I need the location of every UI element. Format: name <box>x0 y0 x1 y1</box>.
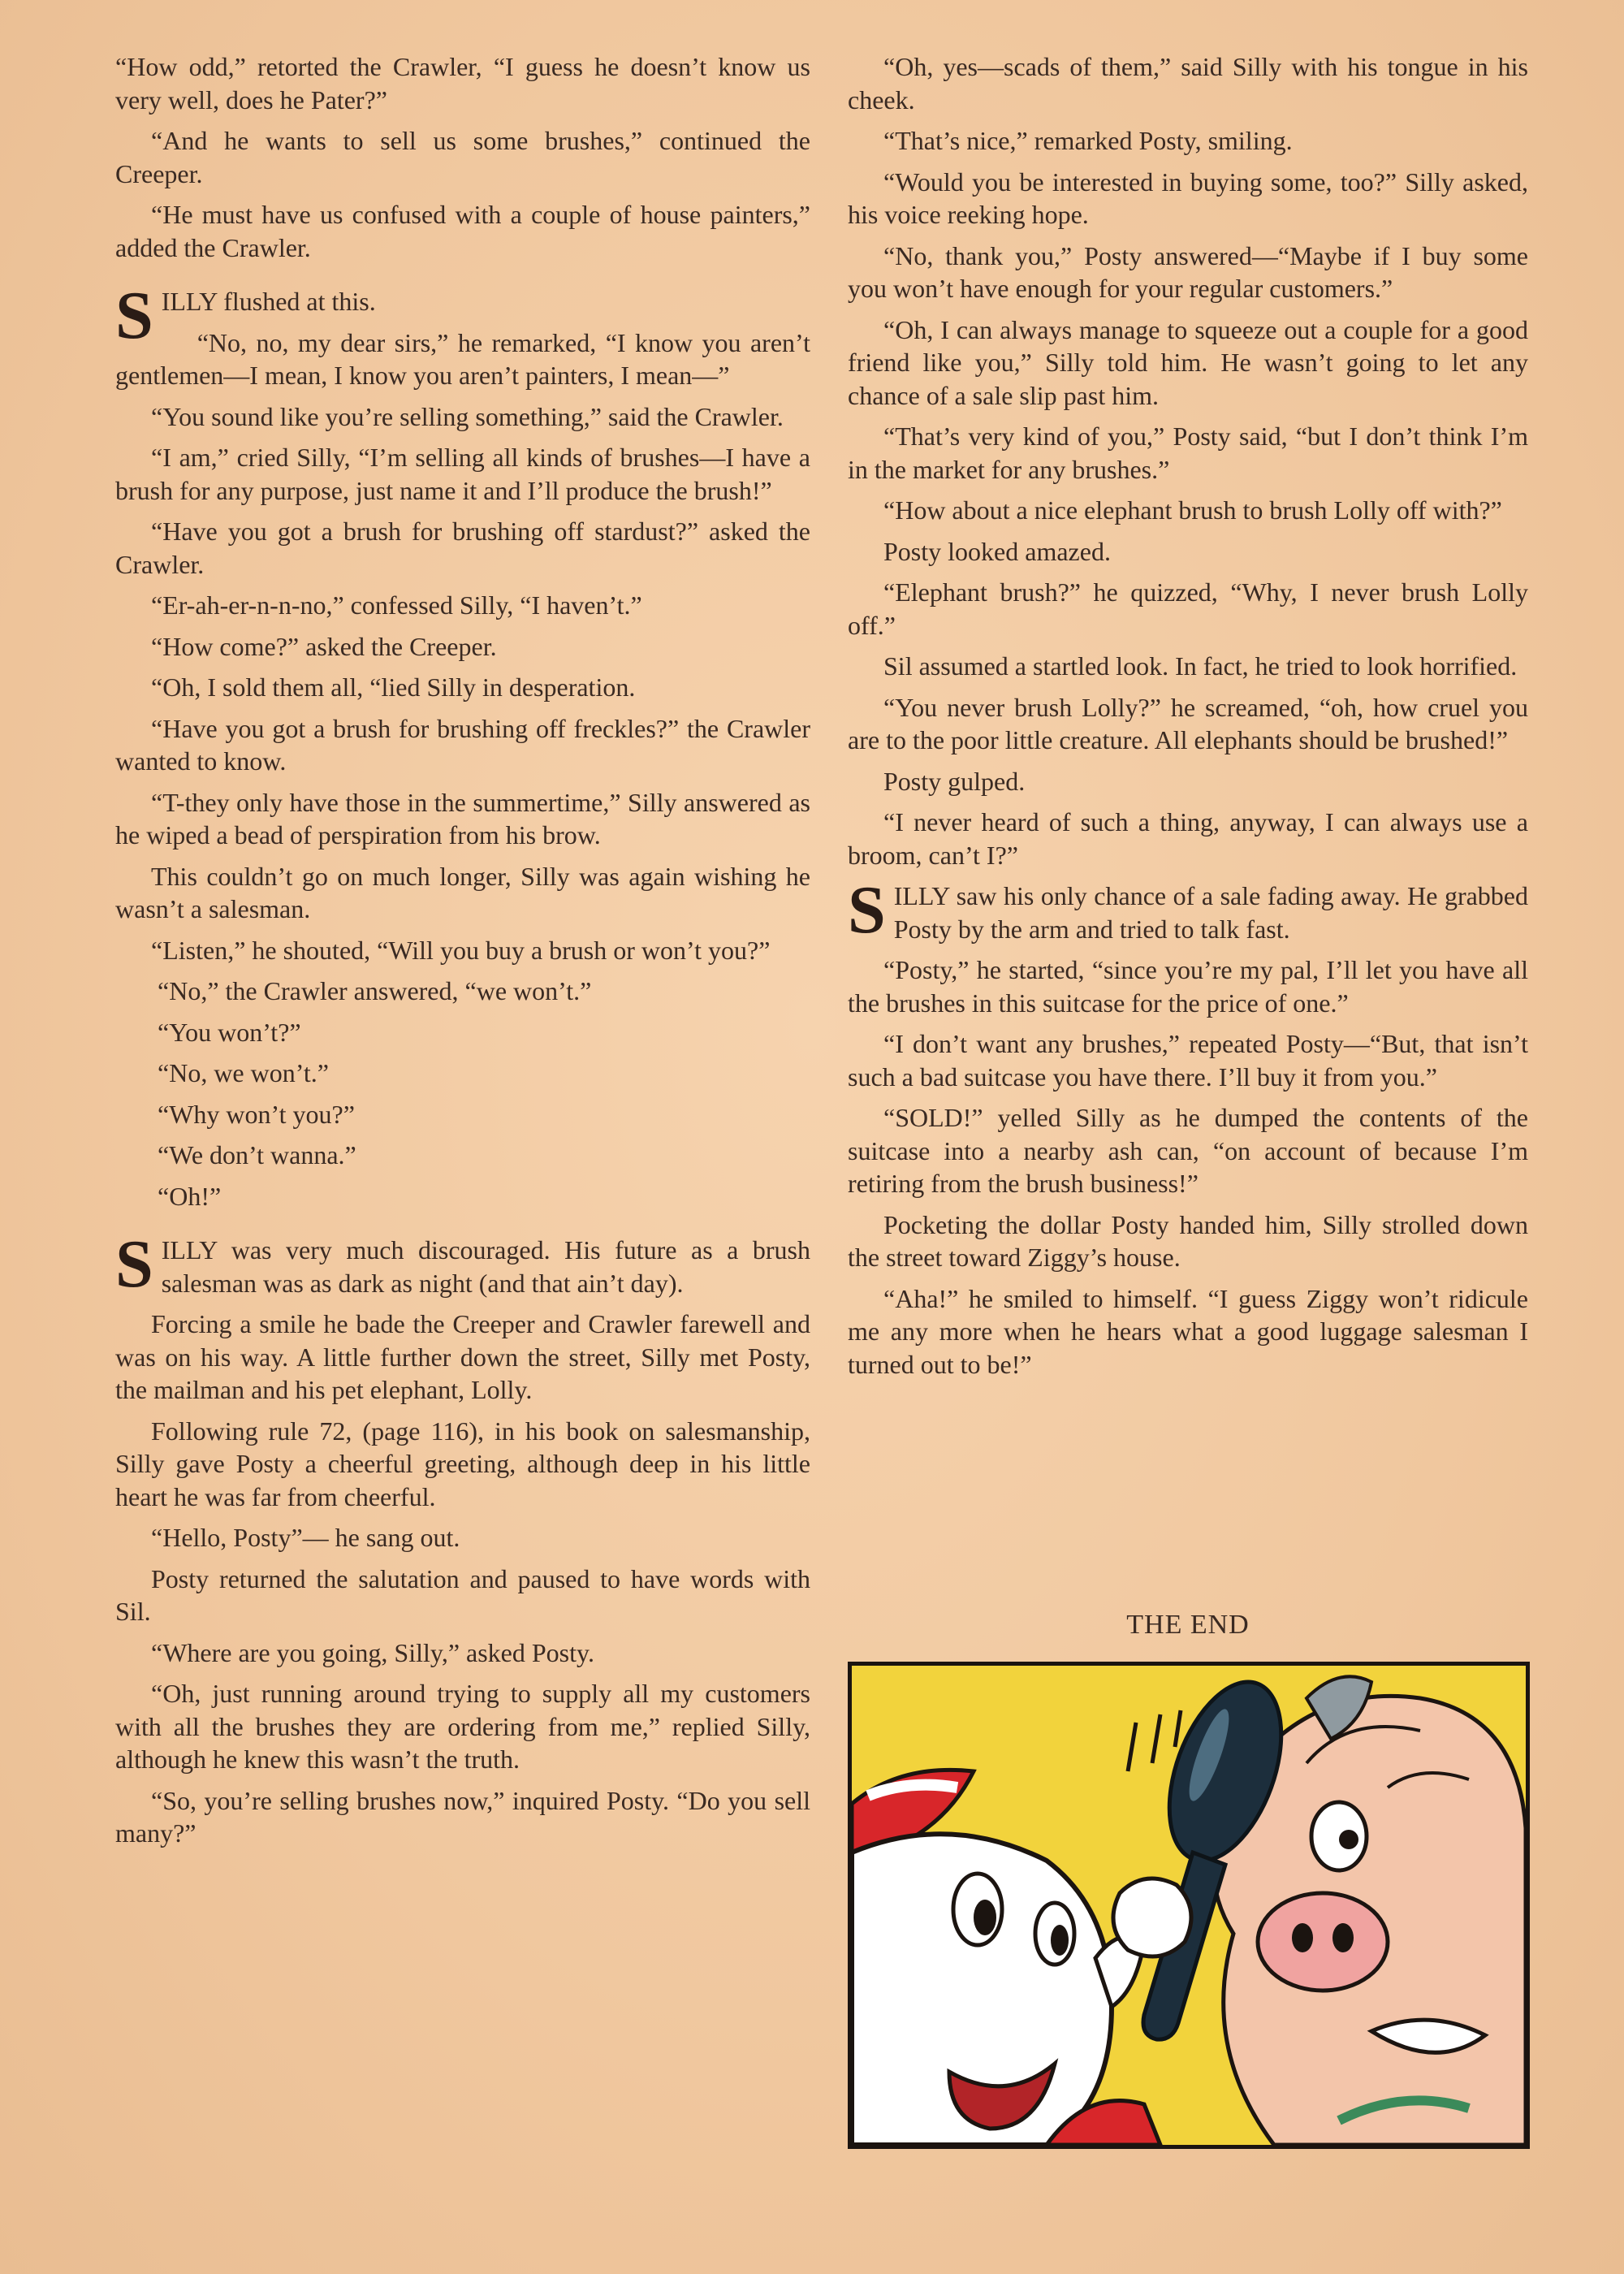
paragraph: “Have you got a brush for brushing off stardust?” asked the Crawler. <box>115 517 810 579</box>
paragraph: “Would you be interested in buying some, too?” Silly asked, his voice reeking hope. <box>848 166 1528 229</box>
paragraph: “Why won’t you?” <box>158 1099 355 1129</box>
paragraph: “No,” the Crawler answered, “we won’t.” <box>158 976 592 1005</box>
paragraph-dropcap <box>115 1226 810 1302</box>
paragraph: “T-they only have those in the summertime,” Silly answered as he wiped a bead of perspiration from his brow. <box>115 787 810 850</box>
paragraph: “Oh, yes—scads of them,” said Silly with his tongue in his cheek. <box>848 52 1528 115</box>
paragraph: “Posty,” he started, “since you’re my pal, I’ll let you have all the brushes in this suitcase for the price of one.” <box>848 955 1528 1018</box>
paragraph: “You won’t?” <box>158 1017 301 1047</box>
comic-panel <box>848 1662 1530 2149</box>
left-text-column <box>115 50 810 1858</box>
right-text-column <box>848 50 1528 1389</box>
paragraph: “Hello, Posty”— he sang out. <box>151 1523 460 1552</box>
paragraph: “Elephant brush?” he quizzed, “Why, I never brush Lolly off.” <box>848 577 1528 640</box>
paragraph: “Oh, just running around trying to supply all my customers with all the brushes they are ordering from me,” replied Silly, although he knew this wasn’t the truth. <box>115 1679 810 1774</box>
paragraph: “Oh!” <box>158 1181 222 1211</box>
paragraph: Pocketing the dollar Posty handed him, Silly strolled down the street toward Ziggy’s house. <box>848 1209 1528 1272</box>
paragraph: “I never heard of such a thing, anyway, I can always use a broom, can’t I?” <box>848 807 1528 870</box>
paragraph: “Have you got a brush for brushing off freckles?” the Crawler wanted to know. <box>115 713 810 776</box>
paragraph: “Aha!” he smiled to himself. “I guess Ziggy won’t ridicule me any more when he hears what a good luggage salesman I turned out to be!” <box>848 1283 1528 1379</box>
paragraph: “Listen,” he shouted, “Will you buy a brush or won’t you?” <box>151 935 771 965</box>
paragraph: “How odd,” retorted the Crawler, “I guess he doesn’t know us very well, does he Pater?” <box>115 52 810 115</box>
paragraph-text: ILLY flushed at this. <box>161 287 376 316</box>
paragraph: “We don’t wanna.” <box>158 1140 356 1169</box>
paragraph: “No, thank you,” Posty answered—“Maybe if I buy some you won’t have enough for your regular customers.” <box>848 240 1528 303</box>
paragraph: Posty gulped. <box>883 766 1026 796</box>
the-end-label: THE END <box>1126 1610 1250 1640</box>
paragraph: “He must have us confused with a couple of house painters,” added the Crawler. <box>115 200 810 262</box>
drop-cap: S <box>115 278 153 353</box>
paragraph: “And he wants to sell us some brushes,” continued the Creeper. <box>115 126 810 188</box>
paragraph-text: ILLY saw his only chance of a sale fading away. He grabbed Posty by the arm and tried to talk fast. <box>893 881 1528 944</box>
paragraph: “SOLD!” yelled Silly as he dumped the contents of the suitcase into a nearby ash can, “on account of because I’m retiring from the brush business!” <box>848 1103 1528 1198</box>
paragraph: Following rule 72, (page 116), in his book on salesmanship, Silly gave Posty a cheerful greeting, although deep in his little heart he was far from cheerful. <box>115 1416 810 1511</box>
paragraph: Forcing a smile he bade the Creeper and Crawler farewell and was on his way. A little further down the street, Silly met Posty, the mailman and his pet elephant, Lolly. <box>115 1309 810 1404</box>
paragraph: “You sound like you’re selling something,” said the Crawler. <box>151 401 784 431</box>
paragraph: “You never brush Lolly?” he screamed, “oh, how cruel you are to the poor little creature. All elephants should be brushed!” <box>848 692 1528 754</box>
paragraph-dropcap <box>848 872 1528 948</box>
paragraph: Sil assumed a startled look. In fact, he tried to look horrified. <box>883 651 1518 681</box>
paragraph: “How come?” asked the Creeper. <box>151 631 497 661</box>
paragraph: This couldn’t go on much longer, Silly was again wishing he wasn’t a salesman. <box>115 861 810 923</box>
paragraph: “How about a nice elephant brush to brush Lolly off with?” <box>883 495 1502 525</box>
paragraph: “That’s nice,” remarked Posty, smiling. <box>883 126 1293 155</box>
paragraph: Posty looked amazed. <box>883 536 1111 566</box>
paragraph: “No, no, my dear sirs,” he remarked, “I know you aren’t gentlemen—I mean, I know you aren’t painters, I mean—” <box>115 327 810 390</box>
paragraph: “Er-ah-er-n-n-no,” confessed Silly, “I haven’t.” <box>151 590 642 620</box>
drop-cap: S <box>848 872 886 948</box>
comic-panel-art <box>852 1666 1526 2145</box>
paragraph: Posty returned the salutation and paused to have words with Sil. <box>115 1563 810 1626</box>
paragraph: “Oh, I sold them all, “lied Silly in desperation. <box>151 672 636 702</box>
drop-cap: S <box>115 1226 153 1302</box>
paragraph: “So, you’re selling brushes now,” inquired Posty. “Do you sell many?” <box>115 1785 810 1848</box>
paragraph: “Oh, I can always manage to squeeze out a couple for a good friend like you,” Silly told him. He wasn’t going to let any chance of a sale slip past him. <box>848 314 1528 410</box>
paragraph-text: ILLY was very much discouraged. His future as a brush salesman was as dark as night (and that ain’t day). <box>161 1235 810 1298</box>
paragraph: “I don’t want any brushes,” repeated Posty—“But, that isn’t such a bad suitcase you have there. I’ll buy it from you.” <box>848 1029 1528 1092</box>
paragraph: “That’s very kind of you,” Posty said, “but I don’t think I’m in the market for any brushes.” <box>848 422 1528 484</box>
paragraph: “I am,” cried Silly, “I’m selling all kinds of brushes—I have a brush for any purpose, just name it and I’ll produce the brush!” <box>115 443 810 505</box>
paragraph-dropcap <box>115 278 810 353</box>
paragraph: “Where are you going, Silly,” asked Posty. <box>151 1637 594 1667</box>
paragraph: “No, we won’t.” <box>158 1058 329 1087</box>
